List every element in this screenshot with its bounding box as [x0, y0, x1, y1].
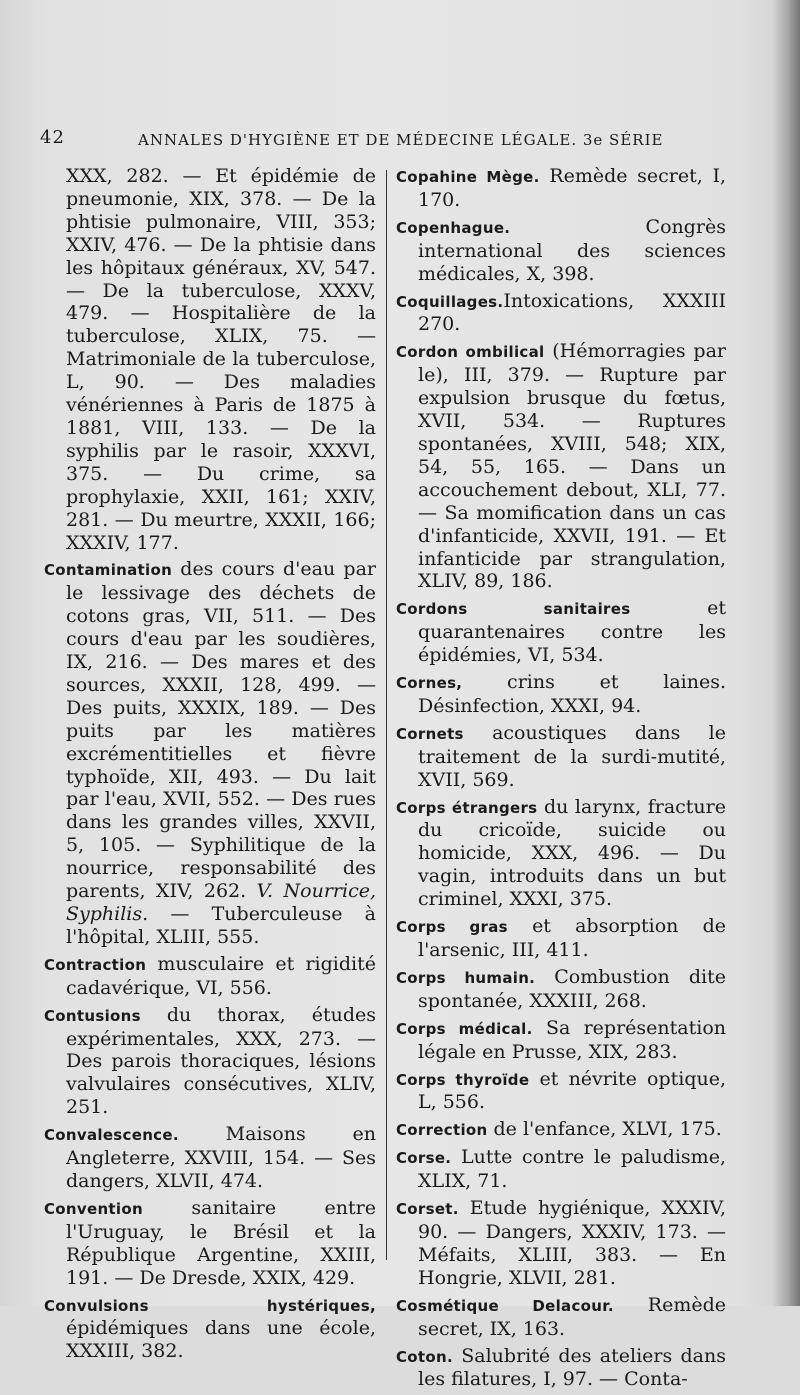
- entry-text: Salubrité des ateliers dans les filatures, I, 97. — Conta-: [418, 1344, 726, 1391]
- index-entry: [44, 1123, 376, 1193]
- entry-headword: Convention: [44, 1199, 143, 1218]
- entry-headword: Convulsions hystériques,: [44, 1296, 376, 1315]
- entry-text: Combustion dite spontanée, XXXIII, 268.: [418, 965, 726, 1012]
- entry-text: Maisons en Angleterre, XXVIII, 154. — Ses dangers, XLVII, 474.: [66, 1123, 376, 1192]
- page-header: [40, 127, 760, 157]
- index-entry: [396, 966, 726, 1013]
- entry-text: épidémiques dans une école, XXXIII, 382.: [66, 1317, 376, 1363]
- entry-headword: Cornets: [396, 724, 464, 743]
- entry-text-tail: — Tuberculeuse à l'hôpital, XLIII, 555.: [66, 903, 376, 948]
- left-column: [44, 165, 376, 1367]
- index-entry: [396, 915, 726, 962]
- index-entry: [396, 340, 726, 593]
- entry-text: du larynx, fracture du cricoïde, suicide ou homicide, XXX, 496. — Du vagin, introduits dans un but criminel, XXXI, 375.: [418, 795, 726, 911]
- entry-text: sanitaire entre l'Uruguay, le Brésil et la République Argentine, XXIII, 191. — De Dresde, XXIX, 429.: [66, 1196, 376, 1289]
- entry-text: Lutte contre le paludisme, XLIX, 71.: [418, 1146, 726, 1193]
- entry-text: Sa représentation légale en Prusse, XIX, 283.: [418, 1016, 726, 1063]
- index-entry: [396, 165, 726, 212]
- column-divider: [386, 170, 387, 1260]
- index-entry: [396, 597, 726, 667]
- entry-text: et absorption de l'arsenic, III, 411.: [418, 915, 726, 961]
- index-entry: [396, 796, 726, 912]
- index-entry: [396, 722, 726, 792]
- entry-headword: Cordon ombilical: [396, 343, 545, 362]
- index-entry: [44, 1294, 376, 1364]
- entry-headword: Cosmétique Delacour.: [396, 1296, 614, 1315]
- entry-headword: Corps gras: [396, 918, 508, 937]
- entry-text: crins et laines. Désinfection, XXXI, 94.: [418, 671, 726, 717]
- entry-headword: Copahine Mège.: [396, 168, 540, 186]
- entry-cross-reference: V. Nourrice, Syphilis.: [66, 880, 377, 925]
- entry-headword: Corps humain.: [396, 968, 536, 987]
- entry-headword: Convalescence.: [44, 1126, 179, 1145]
- entry-text: XXX, 282. — Et épidémie de pneumonie, XIX, 378. — De la phtisie pulmonaire, VIII, 353; XXIV, 476. — De la phtisie dans les hôpitaux généraux, XV, 547. — De la tuberculose, XXXV, 479. — Hospitalière de la tuberculose, XLIX, 75. — Matrimoniale de la tuberculose, L, 90. — Des maladies vénériennes à Paris de 1875 à 1881, VIII, 133. — De la syphilis par le rasoir, XXXVI, 375. — Du crime, sa prophylaxie, XXII, 161; XXIV, 281. — Du meurtre, XXXII, 166; XXXIV, 177.: [66, 165, 376, 554]
- entry-text: Remède secret, I, 170.: [418, 165, 726, 211]
- entry-text: acoustiques dans le traitement de la surdi-mutité, XVII, 569.: [418, 721, 726, 791]
- entry-headword: Contusions: [44, 1006, 141, 1025]
- entry-text: musculaire et rigidité cadavérique, VI, 556.: [66, 952, 376, 999]
- index-entry: [44, 1004, 376, 1120]
- entry-text: et névrite optique, L, 556.: [418, 1067, 726, 1114]
- entry-headword: Corps thyroïde: [396, 1070, 530, 1089]
- index-entry: [396, 1146, 726, 1193]
- entry-headword: Correction: [396, 1121, 488, 1140]
- index-entry: [44, 558, 376, 948]
- running-title: ANNALES D'HYGIÈNE ET DE MÉDECINE LÉGALE. 3e SÉRIE: [138, 131, 664, 149]
- index-entry: [396, 290, 726, 337]
- entry-headword: Corset.: [396, 1200, 459, 1219]
- entry-text: Etude hygiénique, XXXIV, 90. — Dangers, XXXIV, 173. — Méfaits, XLIII, 383. — En Hongrie, XLVII, 281.: [418, 1197, 726, 1289]
- index-entry: [396, 1197, 726, 1290]
- entry-text: Congrès international des sciences médicales, X, 398.: [418, 215, 726, 285]
- entry-text: Intoxications, XXXIII 270.: [418, 289, 726, 336]
- entry-headword: Copenhague.: [396, 218, 511, 237]
- index-entry: [396, 671, 726, 718]
- entry-headword: Contraction: [44, 955, 147, 974]
- page-number: 42: [40, 127, 65, 148]
- index-entry: [396, 216, 726, 286]
- entry-headword: Cornes,: [396, 674, 463, 693]
- entry-headword: Cordons sanitaires: [396, 600, 631, 619]
- entry-text: Remède secret, IX, 163.: [418, 1293, 726, 1340]
- entry-headword: Coquillages.: [396, 292, 504, 311]
- index-entry: [396, 1118, 726, 1142]
- index-entry: [44, 1197, 376, 1290]
- entry-headword: Corse.: [396, 1149, 452, 1168]
- entry-text: et quarantenaires contre les épidémies, VI, 534.: [418, 597, 726, 667]
- right-column: [396, 165, 726, 1395]
- index-entry: [396, 1068, 726, 1115]
- page-spine-shadow: [772, 0, 800, 1306]
- entry-headword: Coton.: [396, 1347, 453, 1366]
- index-entry: [396, 1017, 726, 1064]
- index-entry: [44, 953, 376, 1000]
- index-entry: [396, 1294, 726, 1341]
- index-entry: [396, 1345, 726, 1392]
- entry-text: (Hémorragies par le), III, 379. — Rupture par expulsion brusque du fœtus, XVII, 534. — Ruptures spontanées, XVIII, 548; XIX, 54, 55, 165. — Dans un accouchement debout, XLI, 77. — Sa momification dans un cas d'infanticide, XXVII, 191. — Et infanticide par strangulation, XLIV, 89, 186.: [418, 340, 726, 593]
- entry-headword: Corps médical.: [396, 1019, 533, 1038]
- index-entry: [44, 165, 376, 554]
- entry-headword: Corps étrangers: [396, 798, 538, 817]
- entry-headword: Contamination: [44, 561, 173, 580]
- entry-text: de l'enfance, XLVI, 175.: [487, 1118, 722, 1141]
- entry-text: du thorax, études expérimentales, XXX, 273. — Des parois thoraciques, lésions valvulaires consécutives, XLIV, 251.: [66, 1003, 376, 1119]
- entry-text: des cours d'eau par le lessivage des déchets de cotons gras, VII, 511. — Des cours d'eau par les soudières, IX, 216. — Des mares et des sources, XXXII, 128, 499. — Des puits, XXXIX, 189. — Des puits par les matières excrémentitielles et fièvre typhoïde, XII, 493. — Du lait par l'eau, XVII, 552. — Des rues dans les grandes villes, XXVII, 5, 105. — Syphilitique de la nourrice, responsabilité des parents, XIV, 262.: [66, 558, 376, 903]
